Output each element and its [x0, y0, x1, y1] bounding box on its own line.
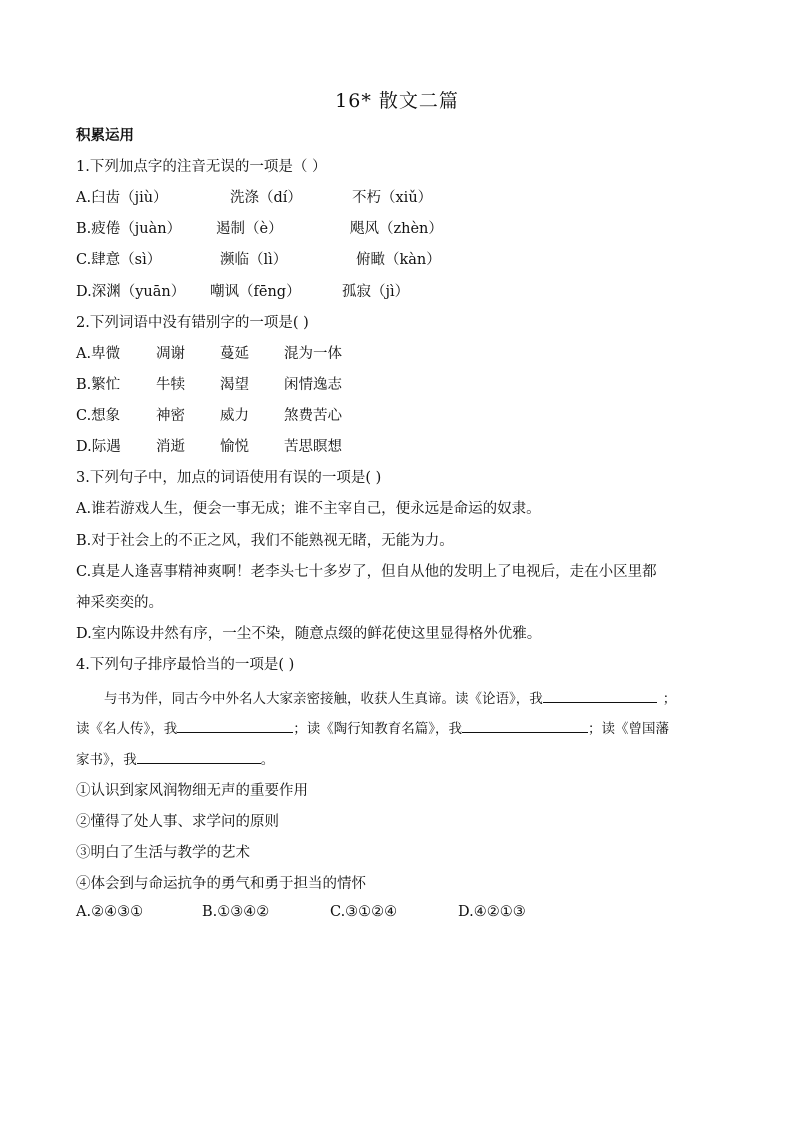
passage-line-1	[76, 687, 728, 707]
option-term: B.繁忙	[76, 377, 121, 393]
option-term: 飓风（zhèn）	[350, 221, 443, 237]
sentence-item: ④体会到与命运抗争的勇气和勇于担当的情怀	[76, 876, 366, 892]
answer-blank[interactable]	[543, 688, 657, 703]
option-term: 凋谢	[156, 346, 185, 362]
question-1-stem: 1.下列加点字的注音无误的一项是（ ）	[76, 159, 327, 175]
option-term: A.卑微	[76, 346, 121, 362]
passage-text: 与书为伴，同古今中外名人大家亲密接触，收获人生真谛。读《论语》，我	[104, 691, 543, 707]
choice-option: A.②④③①	[76, 904, 144, 920]
choice-option: B.①③④②	[202, 904, 270, 920]
passage-text: ；	[662, 691, 677, 707]
section-heading: 积累运用	[76, 127, 134, 144]
question-2-option-d	[76, 435, 736, 455]
option-term: A.臼齿（jiù）	[76, 190, 168, 206]
answer-blank[interactable]	[462, 718, 588, 733]
sentence-item: ③明白了生活与教学的艺术	[76, 845, 250, 861]
option-term: 消逝	[156, 439, 185, 455]
question-2-option-b	[76, 373, 736, 393]
option-term: C.肆意（sì）	[76, 252, 162, 268]
option-term: 遏制（è）	[216, 221, 283, 237]
option-term: B.疲倦（juàn）	[76, 221, 182, 237]
option-term: 俯瞰（kàn）	[356, 252, 441, 268]
option-term: 孤寂（jì）	[342, 284, 410, 300]
option-term: 神密	[156, 408, 185, 424]
option-term: 煞费苦心	[284, 408, 342, 424]
question-3-option-d: D.室内陈设井然有序，一尘不染，随意点缀的鲜花使这里显得格外优雅。	[76, 626, 542, 642]
question-3-option-c-continued: 神采奕奕的。	[76, 595, 163, 611]
sentence-item: ①认识到家风润物细无声的重要作用	[76, 783, 308, 799]
passage-line-2	[76, 717, 728, 737]
question-2-option-a	[76, 342, 736, 362]
sentence-item: ②懂得了处人事、求学问的原则	[76, 814, 279, 830]
passage-text: ；读《陶行知教育名篇》，我	[293, 721, 462, 737]
question-4-choices	[76, 904, 736, 924]
question-3-stem: 3.下列句子中，加点的词语使用有误的一项是( )	[76, 470, 382, 486]
question-2-stem: 2.下列词语中没有错别字的一项是( )	[76, 315, 309, 331]
answer-blank[interactable]	[177, 718, 293, 733]
question-2-option-c	[76, 404, 736, 424]
option-term: 愉悦	[220, 439, 249, 455]
option-term: D.深渊（yuān）	[76, 284, 186, 300]
option-term: 不朽（xiǔ）	[352, 190, 433, 206]
option-term: C.想象	[76, 408, 121, 424]
passage-text: 读《名人传》，我	[76, 721, 178, 737]
passage-text: ；读《曾国藩	[588, 721, 669, 737]
option-term: 混为一体	[284, 346, 342, 362]
option-term: 苦思瞑想	[284, 439, 342, 455]
passage-text: 家书》，我	[76, 752, 137, 768]
option-term: 渴望	[220, 377, 249, 393]
choice-option: C.③①②④	[330, 904, 398, 920]
page-title: 16* 散文二篇	[335, 90, 459, 112]
question-3-option-a: A.谁若游戏人生，便会一事无成；谁不主宰自己，便永远是命运的奴隶。	[76, 501, 541, 517]
question-3-option-b: B.对于社会上的不正之风，我们不能熟视无睹，无能为力。	[76, 533, 454, 549]
option-term: 嘲讽（fēng）	[210, 284, 301, 300]
option-term: 洗涤（dí）	[230, 190, 302, 206]
question-1-option-b	[76, 217, 736, 237]
option-term: 闲情逸志	[284, 377, 342, 393]
passage-text: 。	[260, 752, 275, 768]
passage-line-3	[76, 748, 728, 768]
option-term: D.际遇	[76, 439, 121, 455]
answer-blank[interactable]	[137, 749, 261, 764]
question-1-option-d	[76, 280, 736, 300]
option-term: 牛犊	[156, 377, 185, 393]
option-term: 威力	[220, 408, 249, 424]
choice-option: D.④②①③	[458, 904, 526, 920]
option-term: 蔓延	[220, 346, 249, 362]
option-term: 濒临（lì）	[220, 252, 288, 268]
question-1-option-a	[76, 186, 736, 206]
question-3-option-c: C.真是人逢喜事精神爽啊！老李头七十多岁了，但自从他的发明上了电视后，走在小区里都	[76, 564, 657, 580]
question-1-option-c	[76, 248, 736, 268]
question-4-stem: 4.下列句子排序最恰当的一项是( )	[76, 657, 295, 673]
